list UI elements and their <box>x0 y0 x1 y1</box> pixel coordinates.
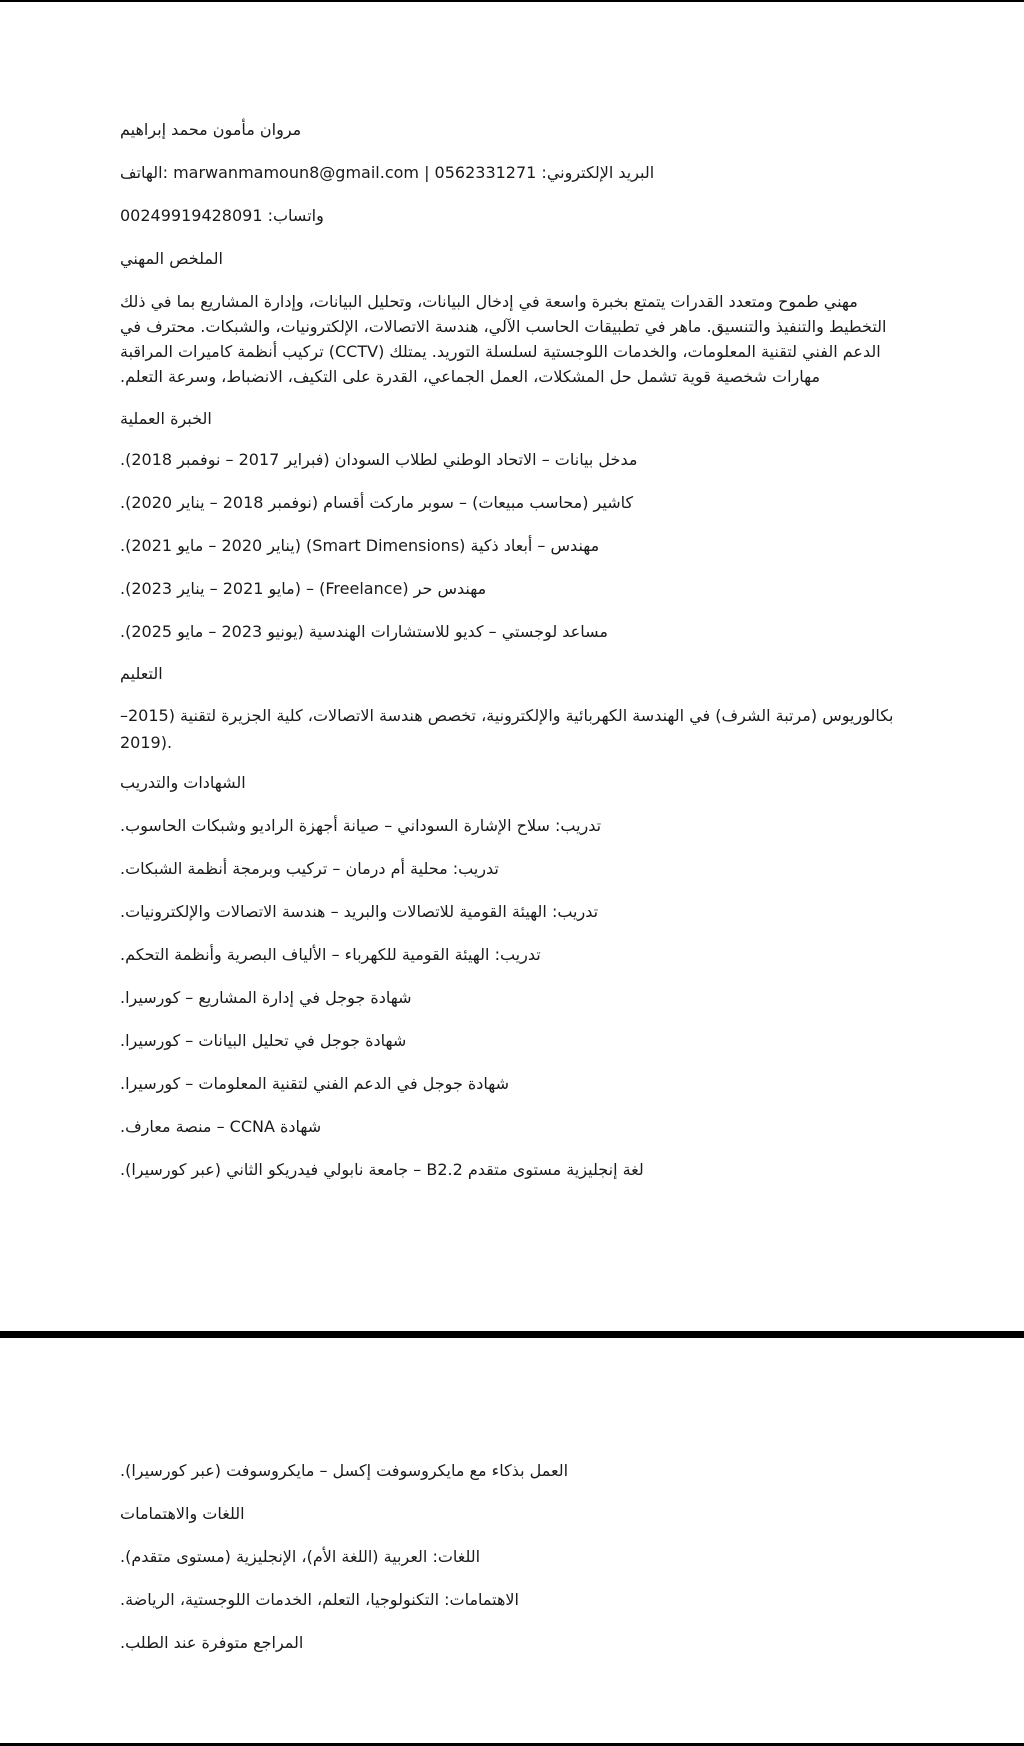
education-degree-years: 2019). <box>120 733 173 752</box>
whatsapp-line: واتساب: 00249919428091 <box>120 206 324 225</box>
experience-item: مساعد لوجستي – كديو للاستشارات الهندسية (يونيو 2023 – مايو 2025). <box>120 622 608 641</box>
experience-heading: الخبرة العملية <box>120 409 212 428</box>
summary-paragraph <box>120 289 900 389</box>
applicant-name: مروان مأمون محمد إبراهيم <box>120 120 302 139</box>
experience-item: مدخل بيانات – الاتحاد الوطني لطلاب السودان (فبراير 2017 – نوفمبر 2018). <box>120 450 638 469</box>
languages-heading: اللغات والاهتمامات <box>120 1504 245 1523</box>
certification-item: شهادة جوجل في الدعم الفني لتقنية المعلومات – كورسيرا. <box>120 1074 510 1093</box>
certification-item: شهادة CCNA – منصة معارف. <box>120 1117 322 1136</box>
certifications-heading: الشهادات والتدريب <box>120 773 246 792</box>
experience-item: مهندس – أبعاد ذكية (Smart Dimensions) (يناير 2020 – مايو 2021). <box>120 536 600 555</box>
page-top-border <box>0 0 1024 2</box>
excel-course: العمل بذكاء مع مايكروسوفت إكسل – مايكروسوفت (عبر كورسيرا). <box>120 1461 569 1480</box>
page-separator <box>0 1331 1024 1338</box>
certification-item: شهادة جوجل في تحليل البيانات – كورسيرا. <box>120 1031 407 1050</box>
certification-item: تدريب: الهيئة القومية للكهرباء – الألياف البصرية وأنظمة التحكم. <box>120 945 541 964</box>
summary-line: التخطيط والتنفيذ والتنسيق. ماهر في تطبيقات الحاسب الآلي، هندسة الاتصالات، الإلكترونيات، والشبكات. محترف في <box>120 317 887 336</box>
experience-item: مهندس حر (Freelance) – (مايو 2021 – يناير 2023). <box>120 579 487 598</box>
certification-item: تدريب: سلاح الإشارة السوداني – صيانة أجهزة الراديو وشبكات الحاسوب. <box>120 816 602 835</box>
summary-line: الدعم الفني لتقنية المعلومات، والخدمات اللوجستية لسلسلة التوريد. يمتلك (CCTV) تركيب أنظمة كاميرات المراقبة <box>120 342 881 361</box>
education-degree: بكالوريوس (مرتبة الشرف) في الهندسة الكهربائية والإلكترونية، تخصص هندسة الاتصالات، كلية الجزيرة لتقنية (2015– <box>120 706 894 725</box>
languages-line: اللغات: العربية (اللغة الأم)، الإنجليزية (مستوى متقدم). <box>120 1547 481 1566</box>
certification-item: تدريب: محلية أم درمان – تركيب وبرمجة أنظمة الشبكات. <box>120 859 499 878</box>
summary-heading: الملخص المهني <box>120 249 223 268</box>
references-line: المراجع متوفرة عند الطلب. <box>120 1633 304 1652</box>
summary-line: مهني طموح ومتعدد القدرات يتمتع بخبرة واسعة في إدخال البيانات، وتحليل البيانات، وإدارة المشاريع بما في ذلك <box>120 292 858 311</box>
summary-line: مهارات شخصية قوية تشمل حل المشكلات، العمل الجماعي، القدرة على التكيف، الانضباط، وسرعة التعلم. <box>120 367 821 386</box>
education-heading: التعليم <box>120 664 163 683</box>
contact-line: البريد الإلكتروني: marwanmamoun8@gmail.com | 0562331271 :الهاتف <box>120 163 655 182</box>
certification-item: شهادة جوجل في إدارة المشاريع – كورسيرا. <box>120 988 412 1007</box>
experience-item: كاشير (محاسب مبيعات) – سوبر ماركت أقسام (نوفمبر 2018 – يناير 2020). <box>120 493 634 512</box>
certification-item: تدريب: الهيئة القومية للاتصالات والبريد – هندسة الاتصالات والإلكترونيات. <box>120 902 599 921</box>
certification-item: لغة إنجليزية مستوى متقدم B2.2 – جامعة نابولي فيدريكو الثاني (عبر كورسيرا). <box>120 1160 644 1179</box>
interests-line: الاهتمامات: التكنولوجيا، التعلم، الخدمات اللوجستية، الرياضة. <box>120 1590 519 1609</box>
